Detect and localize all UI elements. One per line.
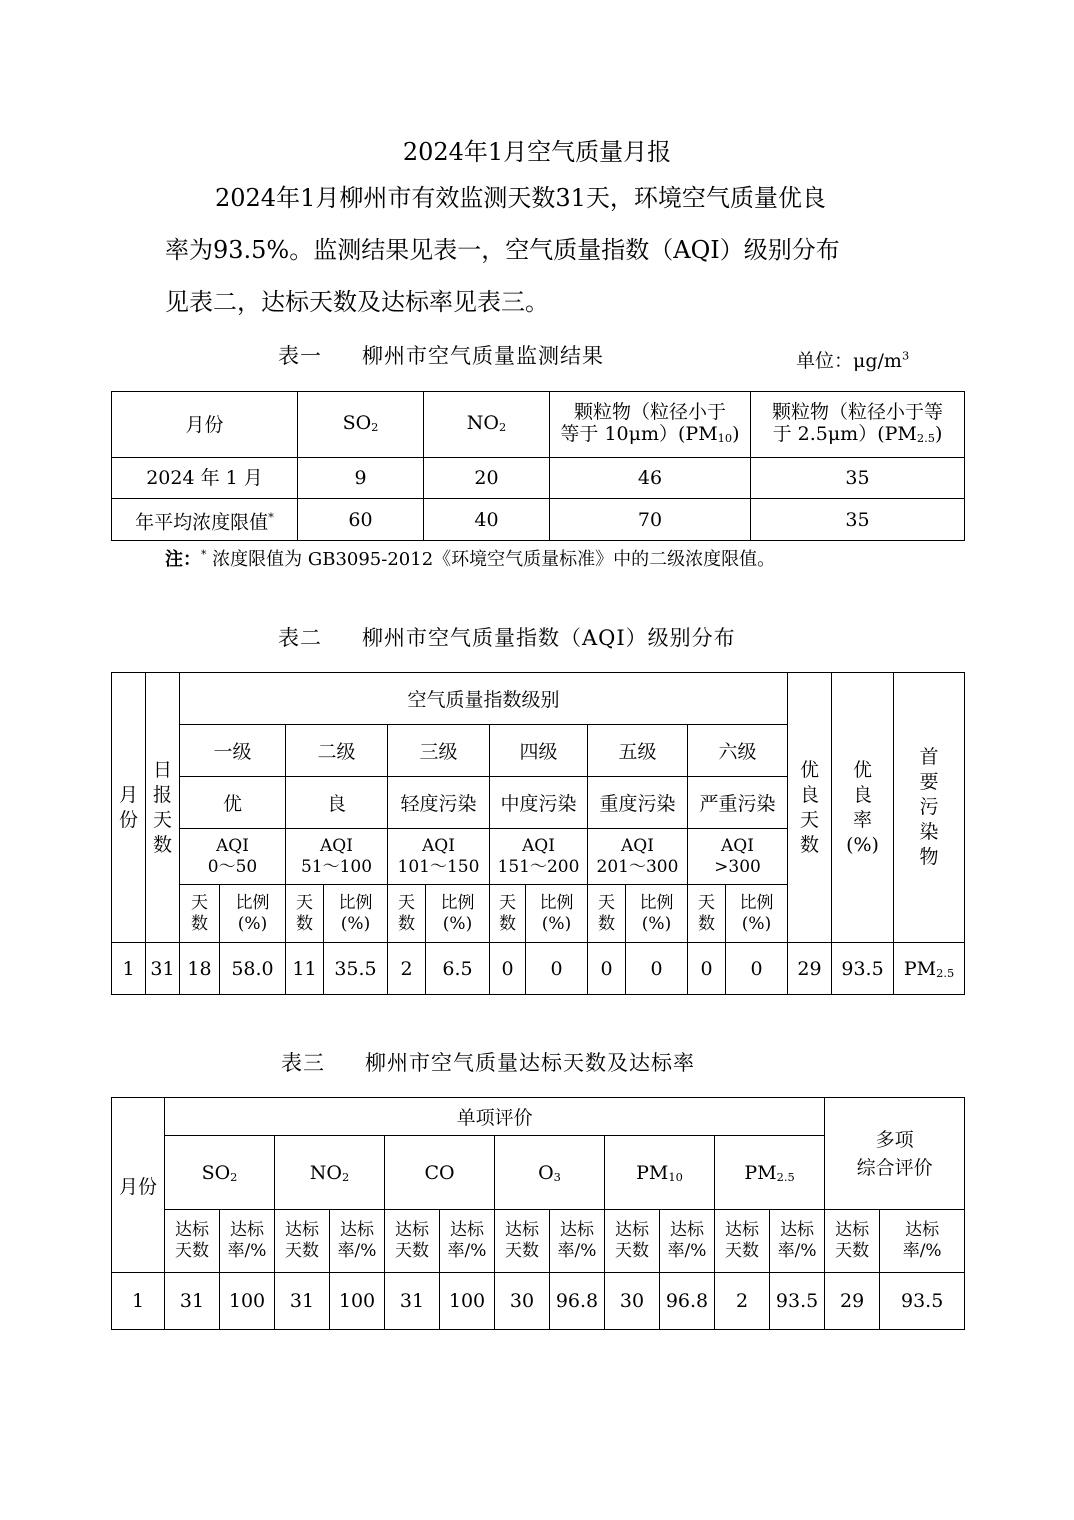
table3-caption-text: 柳州市空气质量达标天数及达标率 (365, 1051, 695, 1075)
pm25-sub: 2.5 (916, 430, 935, 445)
cell-primary-pollutant: $PM_{2.5}$ (894, 943, 965, 995)
pm25-line1: 颗粒物（粒径小于等 (771, 400, 943, 423)
table2-caption-number: 表二 (278, 626, 322, 650)
compliance-table (111, 1097, 965, 1330)
table1-caption (278, 340, 604, 370)
subheader-rate: 达标 率/% (550, 1210, 605, 1273)
pm10-line1: 颗粒物（粒径小于 (573, 400, 726, 423)
grade-cell: 四级 (490, 725, 588, 777)
pm25-line2-text: 于 2.5μm）(PM (772, 422, 917, 445)
grade-cell: 六级 (688, 725, 788, 777)
pm10-sub: 10 (717, 430, 733, 445)
no2-sub: 2 (498, 419, 507, 434)
so2-base: SO (342, 411, 372, 434)
subheader-ratio: 比例 (%) (626, 885, 688, 943)
header-multi-eval: 多项 综合评价 (825, 1098, 965, 1210)
cell-so2: 9 (298, 458, 424, 499)
cell-report-days: 31 (146, 943, 180, 995)
subheader-days: 天 数 (588, 885, 626, 943)
subheader-ratio: 比例 (%) (526, 885, 588, 943)
category-cell: 轻度污染 (388, 777, 490, 829)
intro-paragraph (165, 172, 915, 328)
subheader-days: 达标 天数 (275, 1210, 330, 1273)
subheader-ratio: 比例 (%) (324, 885, 388, 943)
header-good-rate: 优 良 率 (%) (832, 673, 894, 943)
pollutant-co: CO (385, 1136, 495, 1210)
subheader-days: 天 数 (286, 885, 324, 943)
cell-value: 96.8 (550, 1273, 605, 1330)
cell-value: 58.0 (220, 943, 286, 995)
table2-header-row-1 (112, 673, 965, 725)
cell-value: 93.5 (770, 1273, 825, 1330)
subheader-days: 天 数 (180, 885, 220, 943)
cell-value: 100 (220, 1273, 275, 1330)
table3-header-row-1 (112, 1098, 965, 1136)
cell-good-rate: 93.5 (832, 943, 894, 995)
cell-value: 96.8 (660, 1273, 715, 1330)
cell-so2: 60 (298, 499, 424, 541)
cell-value: 31 (275, 1273, 330, 1330)
subheader-ratio: 比例 (%) (726, 885, 788, 943)
table-row (112, 458, 965, 499)
cell-value: 0 (626, 943, 688, 995)
cell-good-days: 29 (788, 943, 832, 995)
note-sup: * (201, 548, 207, 561)
subheader-days: 达标 天数 (825, 1210, 880, 1273)
header-month: 月份 (112, 1098, 165, 1273)
row-label: 2024 年 1 月 (112, 458, 298, 499)
cell-value: 35.5 (324, 943, 388, 995)
grade-cell: 五级 (588, 725, 688, 777)
subheader-rate: 达标 率/% (880, 1210, 965, 1273)
header-pm10 (550, 392, 751, 458)
table1-caption-number: 表一 (278, 344, 322, 368)
category-cell: 重度污染 (588, 777, 688, 829)
cell-pm10: 46 (550, 458, 751, 499)
subheader-days: 达标 天数 (495, 1210, 550, 1273)
header-so2 (298, 392, 424, 458)
pm10-close: ) (732, 422, 740, 445)
subheader-rate: 达标 率/% (660, 1210, 715, 1273)
aqi-distribution-table (111, 672, 965, 995)
table-row (112, 499, 965, 541)
aqi-range-cell: AQI >300 (688, 829, 788, 885)
subheader-days: 达标 天数 (605, 1210, 660, 1273)
header-month: 月份 (112, 392, 298, 458)
subheader-rate: 达标 率/% (440, 1210, 495, 1273)
pm10-line2-text: 等于 10μm）(PM (560, 422, 718, 445)
grade-cell: 二级 (286, 725, 388, 777)
cell-month: 1 (112, 1273, 165, 1330)
cell-no2: 40 (424, 499, 550, 541)
table3-caption-number: 表三 (281, 1051, 325, 1075)
unit-superscript: 3 (901, 348, 910, 363)
category-cell: 中度污染 (490, 777, 588, 829)
cell-value: 30 (495, 1273, 550, 1330)
aqi-range-cell: AQI 51～100 (286, 829, 388, 885)
subheader-rate: 达标 率/% (770, 1210, 825, 1273)
cell-value: 100 (440, 1273, 495, 1330)
cell-value: 2 (388, 943, 426, 995)
note-label: 注： (165, 549, 201, 570)
cell-pm10: 70 (550, 499, 751, 541)
cell-value: 0 (526, 943, 588, 995)
subheader-days: 达标 天数 (715, 1210, 770, 1273)
unit-label: 单位：μg/m (796, 350, 902, 372)
table-row (112, 943, 965, 995)
header-pm25 (751, 392, 965, 458)
aqi-range-cell: AQI 101～150 (388, 829, 490, 885)
header-primary-pollutant: 首 要 污 染 物 (894, 673, 965, 943)
cell-value: 2 (715, 1273, 770, 1330)
table3-caption (281, 1047, 695, 1077)
cell-value: 31 (165, 1273, 220, 1330)
cell-pm25: 35 (751, 499, 965, 541)
pm25-close: ) (934, 422, 943, 445)
pollutant-pm25: $PM_{2.5}$ (715, 1136, 825, 1210)
intro-line-3: 见表二，达标天数及达标率见表三。 (165, 288, 549, 316)
aqi-range-cell: AQI 201～300 (588, 829, 688, 885)
subheader-rate: 达标 率/% (220, 1210, 275, 1273)
note-text: 浓度限值为 GB3095-2012《环境空气质量标准》中的二级浓度限值。 (206, 549, 776, 570)
pm10-line2 (550, 423, 750, 449)
table1-note (165, 545, 775, 571)
cell-value: 31 (385, 1273, 440, 1330)
category-cell: 优 (180, 777, 286, 829)
aqi-range-cell: AQI 0～50 (180, 829, 286, 885)
pollutant-so2: $SO_2$ (165, 1136, 275, 1210)
cell-pm25: 35 (751, 458, 965, 499)
grade-cell: 一级 (180, 725, 286, 777)
cell-value: 0 (588, 943, 626, 995)
table-row (112, 1273, 965, 1330)
cell-value: 11 (286, 943, 324, 995)
header-aqi-level-group: 空气质量指数级别 (180, 673, 788, 725)
category-cell: 良 (286, 777, 388, 829)
table3-subheader-row (112, 1210, 965, 1273)
subheader-ratio: 比例 (%) (220, 885, 286, 943)
row-label (112, 499, 298, 541)
no2-base: NO (466, 411, 499, 434)
pm25-line2 (751, 423, 964, 449)
grade-cell: 三级 (388, 725, 490, 777)
table2-caption-text: 柳州市空气质量指数（AQI）级别分布 (362, 626, 736, 650)
cell-value: 29 (825, 1273, 880, 1330)
so2-sub: 2 (371, 419, 379, 434)
subheader-days: 达标 天数 (385, 1210, 440, 1273)
header-report-days: 日 报 天 数 (146, 673, 180, 943)
table1-caption-text: 柳州市空气质量监测结果 (362, 344, 604, 368)
row-label-text: 年平均浓度限值 (135, 511, 269, 534)
cell-value: 100 (330, 1273, 385, 1330)
monitoring-results-table (111, 391, 965, 541)
cell-value: 30 (605, 1273, 660, 1330)
cell-value: 0 (688, 943, 726, 995)
cell-value: 0 (490, 943, 526, 995)
cell-value: 93.5 (880, 1273, 965, 1330)
subheader-days: 达标 天数 (165, 1210, 220, 1273)
cell-value: 6.5 (426, 943, 490, 995)
cell-month: 1 (112, 943, 146, 995)
intro-line-1: 2024年1月柳州市有效监测天数31天，环境空气质量优良 (215, 184, 826, 212)
subheader-days: 天 数 (388, 885, 426, 943)
header-good-days: 优 良 天 数 (788, 673, 832, 943)
header-single-eval: 单项评价 (165, 1098, 825, 1136)
cell-no2: 20 (424, 458, 550, 499)
table2-caption (278, 622, 736, 652)
subheader-days: 天 数 (688, 885, 726, 943)
pollutant-pm10: $PM_{10}$ (605, 1136, 715, 1210)
subheader-days: 天 数 (490, 885, 526, 943)
header-no2 (424, 392, 550, 458)
subheader-rate: 达标 率/% (330, 1210, 385, 1273)
document-title: 2024年1月空气质量月报 (402, 138, 672, 166)
pollutant-no2: $NO_2$ (275, 1136, 385, 1210)
intro-line-2: 率为93.5%。监测结果见表一，空气质量指数（AQI）级别分布 (165, 236, 840, 264)
cell-value: 0 (726, 943, 788, 995)
table1-header-row (112, 392, 965, 458)
subheader-ratio: 比例 (%) (426, 885, 490, 943)
table1-unit (796, 346, 909, 373)
cell-value: 18 (180, 943, 220, 995)
row-label-sup: * (268, 509, 274, 524)
aqi-range-cell: AQI 151～200 (490, 829, 588, 885)
pollutant-o3: $O_3$ (495, 1136, 605, 1210)
header-month: 月 份 (112, 673, 146, 943)
category-cell: 严重污染 (688, 777, 788, 829)
